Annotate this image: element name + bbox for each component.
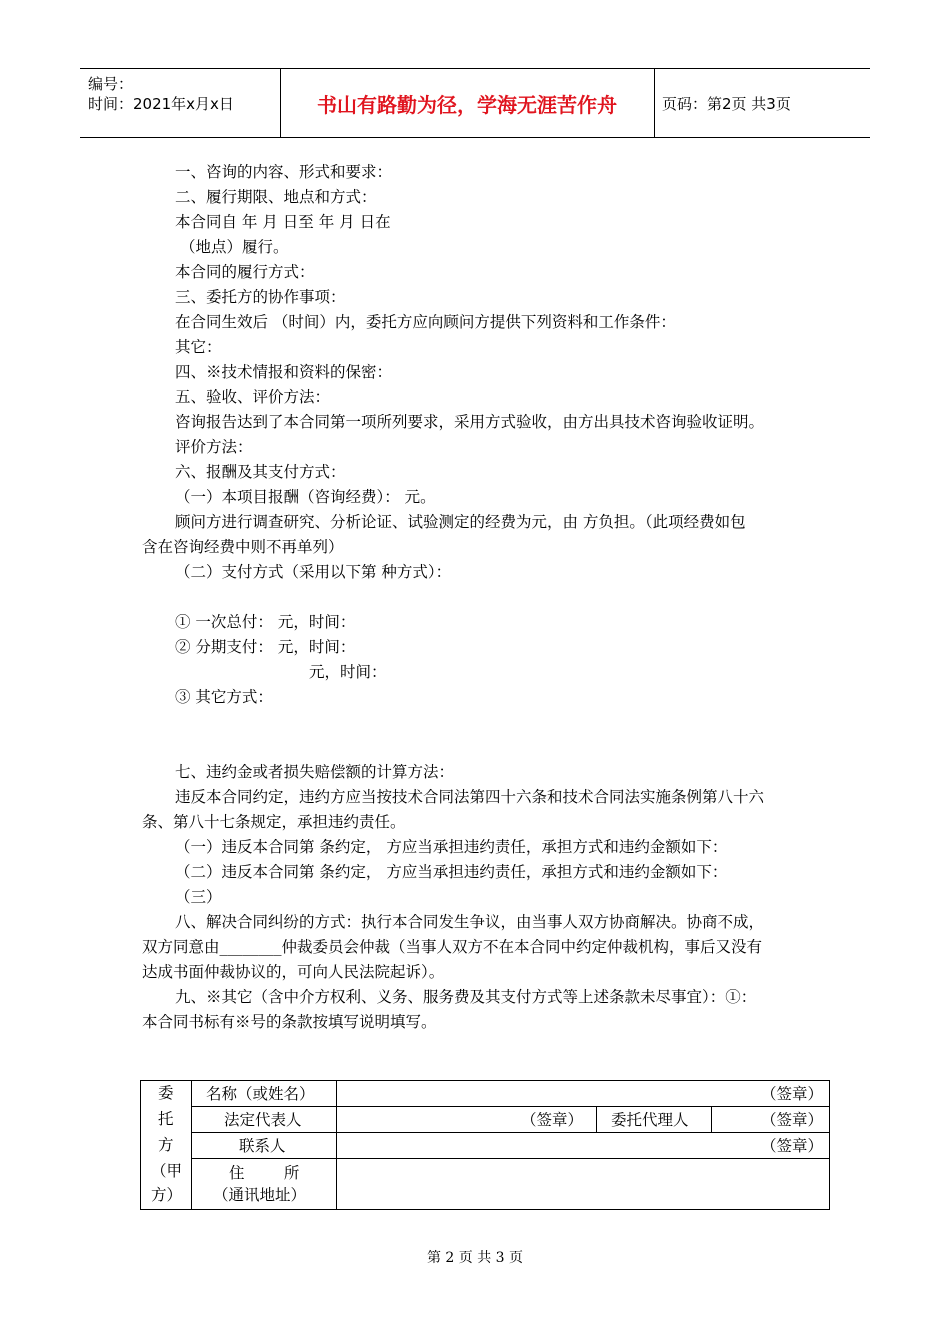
clause-7-heading: 七、违约金或者损失赔偿额的计算方法： <box>175 763 455 781</box>
header-meta-cell <box>80 69 281 137</box>
breach-item-2: （二）违反本合同第 条约定， 方应当承担违约责任，承担方式和违约金额如下： <box>175 863 728 881</box>
clause-2-heading: 二、履行期限、地点和方式： <box>175 188 377 206</box>
table-divider <box>596 1107 597 1133</box>
clause-9-heading: 九、※其它（含中介方权利、义务、服务费及其支付方式等上述条款未尽事宜）：①： <box>175 988 757 1006</box>
clause-1-heading: 一、咨询的内容、形式和要求： <box>175 163 393 181</box>
clause-8-heading: 八、解决合同纠纷的方式：执行本合同发生争议，由当事人双方协商解决。协商不成， <box>175 913 765 931</box>
legal-rep-label: 法定代表人 <box>224 1111 302 1129</box>
party-label-char: 托 <box>158 1110 174 1128</box>
research-expense-line-cont: 含在咨询经费中则不再单列） <box>142 538 344 556</box>
table-divider <box>191 1081 192 1209</box>
document-number-label: 编号： <box>88 75 134 93</box>
page-header <box>80 68 870 138</box>
breach-line: 违反本合同约定，违约方应当按技术合同法第四十六条和技术合同法实施条例第八十六 <box>175 788 765 806</box>
arbitration-line-cont: 达成书面仲裁协议的，可向人民法院起诉）。 <box>142 963 445 981</box>
client-materials-line: 在合同生效后 （时间）内，委托方应向顾问方提供下列资料和工作条件： <box>175 313 676 331</box>
address-sub-label: （通讯地址） <box>213 1186 307 1204</box>
contract-period-line: 本合同自 年 月 日至 年 月 日在 <box>175 213 391 231</box>
installment-line: ② 分期支付： 元，时间： <box>175 638 356 656</box>
breach-item-1: （一）违反本合同第 条约定， 方应当承担违约责任，承担方式和违约金额如下： <box>175 838 728 856</box>
fill-instruction-line: 本合同书标有※号的条款按填写说明填写。 <box>142 1013 437 1031</box>
performance-location-line: （地点）履行。 <box>180 238 289 256</box>
table-divider <box>191 1106 829 1107</box>
legal-rep-seal: （签章） <box>521 1111 584 1129</box>
other-payment-line: ③ 其它方式： <box>175 688 273 706</box>
table-divider <box>191 1132 829 1133</box>
installment-line-2: 元，时间： <box>309 663 387 681</box>
party-label-char: 方） <box>151 1186 183 1204</box>
project-fee-line: （一）本项目报酬（咨询经费）： 元。 <box>175 488 436 506</box>
client-signature-table <box>140 1080 830 1210</box>
agent-seal: （签章） <box>761 1111 824 1129</box>
table-divider <box>191 1158 829 1159</box>
document-date-label: 时间：2021年x月x日 <box>88 95 234 113</box>
performance-method-line: 本合同的履行方式： <box>175 263 315 281</box>
party-label-char: 方 <box>158 1136 174 1154</box>
clause-3-heading: 三、委托方的协作事项： <box>175 288 346 306</box>
name-label: 名称（或姓名） <box>206 1085 315 1103</box>
research-expense-line: 顾问方进行调查研究、分析论证、试验测定的经费为元，由 方负担。（此项经费如包 <box>175 513 746 531</box>
table-divider <box>711 1107 712 1133</box>
other-line: 其它： <box>175 338 222 356</box>
contact-label: 联系人 <box>239 1137 286 1155</box>
contact-seal: （签章） <box>761 1137 824 1155</box>
party-label-char: （甲 <box>151 1162 183 1180</box>
breach-item-3: （三） <box>175 888 222 906</box>
arbitration-line: 双方同意由________仲裁委员会仲裁（当事人双方不在本合同中约定仲裁机构，事后又没有 <box>142 938 763 956</box>
lump-sum-line: ① 一次总付： 元，时间： <box>175 613 356 631</box>
clause-5-heading: 五、验收、评价方法： <box>175 388 331 406</box>
clause-4-heading: 四、※技术情报和资料的保密： <box>175 363 393 381</box>
acceptance-line: 咨询报告达到了本合同第一项所列要求，采用方式验收，由方出具技术咨询验收证明。 <box>175 413 765 431</box>
clause-6-heading: 六、报酬及其支付方式： <box>175 463 346 481</box>
header-page-info: 页码：第2页 共3页 <box>662 95 791 113</box>
table-divider <box>336 1081 337 1209</box>
agent-label: 委托代理人 <box>611 1111 689 1129</box>
payment-method-line: （二）支付方式（采用以下第 种方式）： <box>175 563 452 581</box>
party-label-char: 委 <box>158 1084 174 1102</box>
page-footer: 第 2 页 共 3 页 <box>426 1250 524 1266</box>
name-seal: （签章） <box>761 1085 824 1103</box>
evaluation-method-line: 评价方法： <box>175 438 253 456</box>
breach-line-cont: 条、第八十七条规定，承担违约责任。 <box>142 813 406 831</box>
address-label: 住 所 <box>229 1164 300 1182</box>
header-motto: 书山有路勤为径，学海无涯苦作舟 <box>280 69 655 137</box>
